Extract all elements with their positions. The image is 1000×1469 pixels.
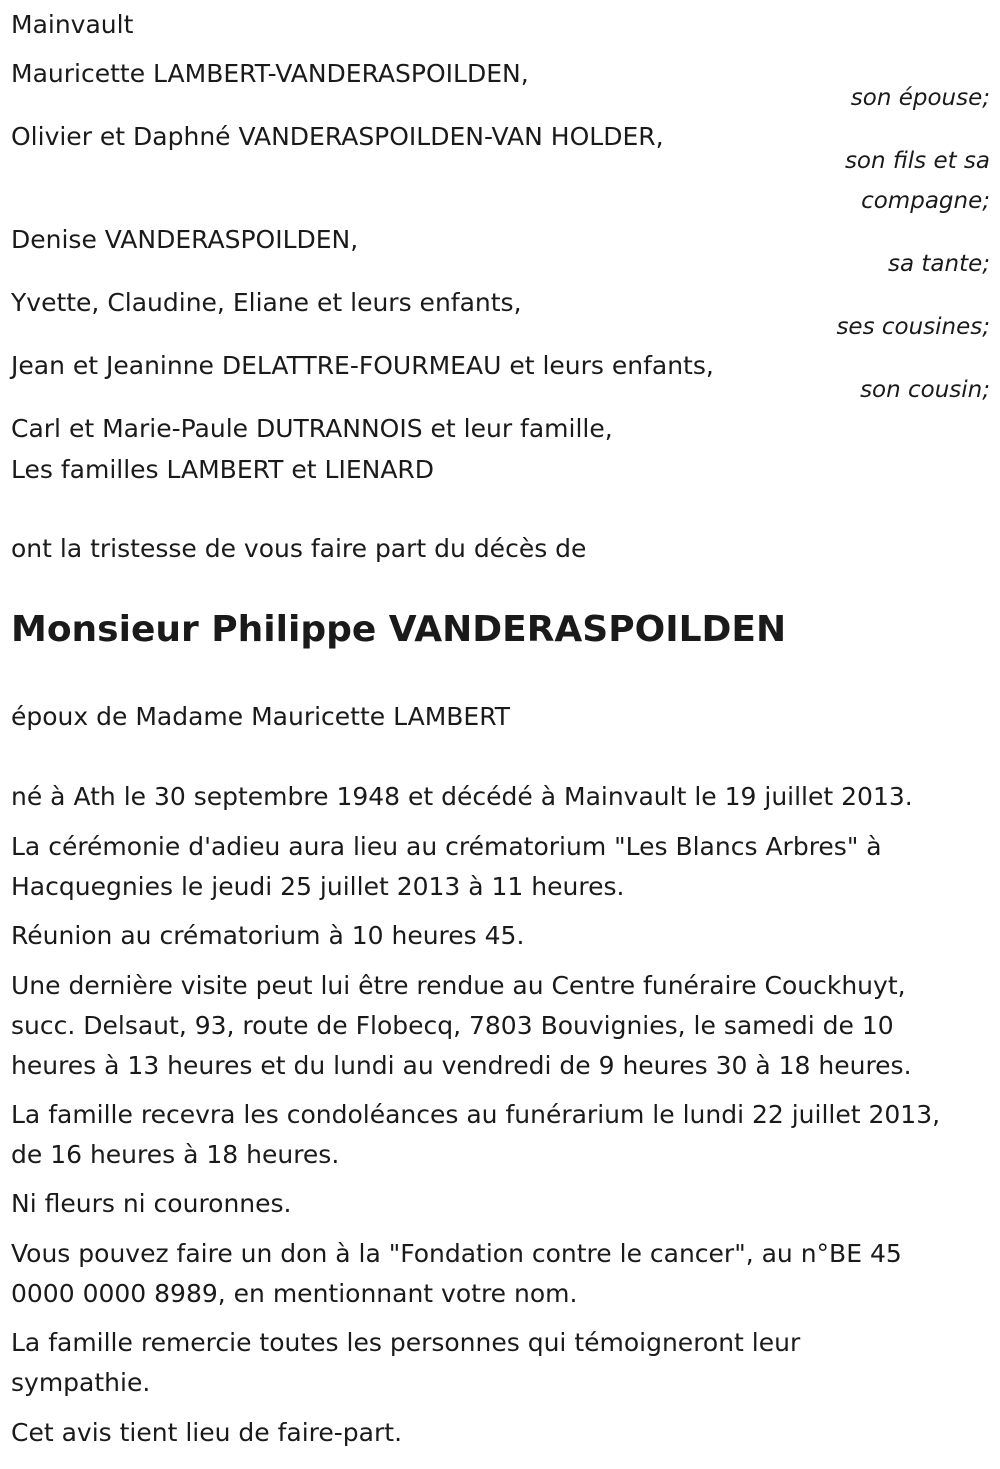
cousins-name: Yvette, Claudine, Eliane et leurs enfants, bbox=[11, 288, 522, 317]
other-family-1: Carl et Marie-Paule DUTRANNOIS et leur famille, bbox=[11, 414, 613, 443]
cousin-role: son cousin; bbox=[860, 377, 990, 403]
place-name: Mainvault bbox=[11, 10, 134, 39]
son-role-line2: compagne; bbox=[861, 188, 990, 214]
aunt-role: sa tante; bbox=[888, 251, 990, 277]
visit-line-1: Une dernière visite peut lui être rendue au Centre funéraire Couckhuyt, bbox=[11, 971, 906, 1000]
other-family-2: Les familles LAMBERT et LIENARD bbox=[11, 455, 435, 484]
thanks-line-2: sympathie. bbox=[11, 1368, 151, 1397]
spouse-line: époux de Madame Mauricette LAMBERT bbox=[11, 702, 511, 731]
condolences-line-2: de 16 heures à 18 heures. bbox=[11, 1140, 340, 1169]
aunt-name: Denise VANDERASPOILDEN, bbox=[11, 225, 359, 254]
ceremony-line-2: Hacquegnies le jeudi 25 juillet 2013 à 11 heures. bbox=[11, 872, 625, 901]
meeting-line: Réunion au crématorium à 10 heures 45. bbox=[11, 921, 525, 950]
closing-line: Cet avis tient lieu de faire-part. bbox=[11, 1418, 403, 1447]
donation-line-2: 0000 0000 8989, en mentionnant votre nom. bbox=[11, 1279, 578, 1308]
wife-name: Mauricette LAMBERT-VANDERASPOILDEN, bbox=[11, 59, 529, 88]
flowers-line: Ni fleurs ni couronnes. bbox=[11, 1189, 292, 1218]
birth-death-line: né à Ath le 30 septembre 1948 et décédé à Mainvault le 19 juillet 2013. bbox=[11, 782, 913, 811]
visit-line-3: heures à 13 heures et du lundi au vendredi de 9 heures 30 à 18 heures. bbox=[11, 1051, 912, 1080]
son-name: Olivier et Daphné VANDERASPOILDEN-VAN HOLDER, bbox=[11, 122, 664, 151]
cousin-name: Jean et Jeaninne DELATTRE-FOURMEAU et leurs enfants, bbox=[11, 351, 714, 380]
son-role-line1: son fils et sa bbox=[844, 148, 990, 174]
donation-line-1: Vous pouvez faire un don à la "Fondation contre le cancer", au n°BE 45 bbox=[11, 1239, 902, 1268]
thanks-line-1: La famille remercie toutes les personnes qui témoigneront leur bbox=[11, 1328, 801, 1357]
cousins-role: ses cousines; bbox=[836, 314, 990, 340]
visit-line-2: succ. Delsaut, 93, route de Flobecq, 7803 Bouvignies, le samedi de 10 bbox=[11, 1011, 894, 1040]
ceremony-line-1: La cérémonie d'adieu aura lieu au crématorium "Les Blancs Arbres" à bbox=[11, 832, 882, 861]
condolences-line-1: La famille recevra les condoléances au funérarium le lundi 22 juillet 2013, bbox=[11, 1100, 941, 1129]
announcement: ont la tristesse de vous faire part du décès de bbox=[11, 534, 587, 563]
wife-role: son épouse; bbox=[850, 85, 990, 111]
deceased-name: Monsieur Philippe VANDERASPOILDEN bbox=[11, 609, 787, 650]
